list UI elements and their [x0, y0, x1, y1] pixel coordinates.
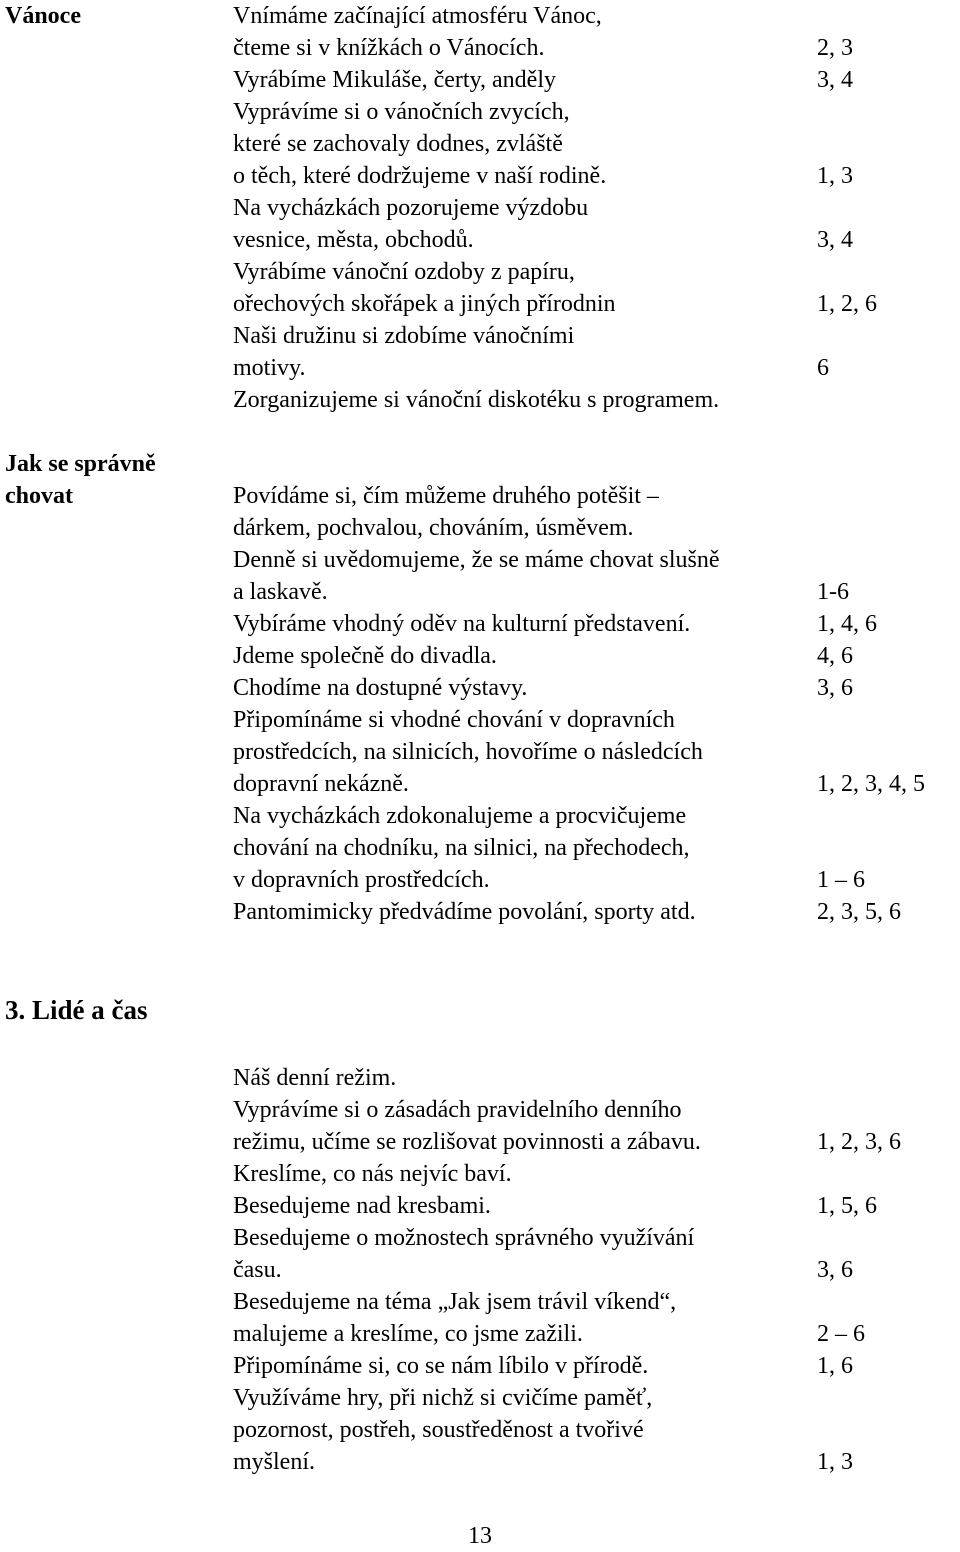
activity-line: [233, 1190, 953, 1222]
competence-ref: 1, 6: [817, 1353, 853, 1379]
competence-ref: 1, 3: [817, 1449, 853, 1475]
activity-text: motivy.: [233, 355, 306, 381]
activity-line: [233, 0, 953, 32]
activity-text: malujeme a kreslíme, co jsme zažili.: [233, 1321, 583, 1347]
activity-text: myšlení.: [233, 1449, 315, 1475]
activity-line: [233, 1446, 953, 1478]
competence-ref: 2 – 6: [817, 1321, 865, 1347]
activity-text: Náš denní režim.: [233, 1065, 397, 1091]
competence-ref: 1, 2, 3, 6: [817, 1129, 901, 1155]
activity-text: pozornost, postřeh, soustředěnost a tvořivé: [233, 1417, 644, 1443]
activity-text: Denně si uvědomujeme, že se máme chovat slušně: [233, 547, 720, 573]
competence-ref: 1, 4, 6: [817, 611, 877, 637]
activity-text: ořechových skořápek a jiných přírodnin: [233, 291, 616, 317]
activity-line: [233, 480, 953, 512]
activity-line: [233, 800, 953, 832]
activity-text: Na vycházkách zdokonalujeme a procvičujeme: [233, 803, 687, 829]
competence-ref: 3, 6: [817, 1257, 853, 1283]
activity-line: [233, 1350, 953, 1382]
activity-text: Besedujeme na téma „Jak jsem trávil víkend“,: [233, 1289, 677, 1315]
activity-line: [233, 1062, 953, 1094]
activity-text: Pantomimicky předvádíme povolání, sporty atd.: [233, 899, 696, 925]
activity-text: Připomínáme si vhodné chování v dopravních: [233, 707, 675, 733]
activity-text: dárkem, pochvalou, chováním, úsměvem.: [233, 515, 634, 541]
activity-line: [233, 192, 953, 224]
activity-line: [233, 896, 953, 928]
activity-line: [233, 160, 953, 192]
activity-line: [233, 224, 953, 256]
activity-line: [233, 1126, 953, 1158]
chapter-heading: 3. Lidé a čas: [5, 995, 148, 1025]
activity-text: Besedujeme o možnostech správného využívání: [233, 1225, 695, 1251]
activity-line: [233, 1094, 953, 1126]
activity-text: Chodíme na dostupné výstavy.: [233, 675, 528, 701]
activity-text: Využíváme hry, při nichž si cvičíme paměť,: [233, 1385, 653, 1411]
activity-line: [233, 672, 953, 704]
activity-line: [233, 512, 953, 544]
activity-text: režimu, učíme se rozlišovat povinnosti a zábavu.: [233, 1129, 701, 1155]
activity-line: [233, 704, 953, 736]
topic-label-behaviour-line-1: Jak se správně: [5, 451, 156, 477]
competence-ref: 3, 4: [817, 67, 853, 93]
activity-text: Vyprávíme si o vánočních zvycích,: [233, 99, 570, 125]
activity-text: Vyrábíme Mikuláše, čerty, anděly: [233, 67, 557, 93]
activity-text: vesnice, města, obchodů.: [233, 227, 474, 253]
activity-text: a laskavě.: [233, 579, 328, 605]
activity-line: [233, 288, 953, 320]
activity-line: [233, 1414, 953, 1446]
activity-line: [233, 1254, 953, 1286]
activity-line: [233, 1382, 953, 1414]
activity-text: Kreslíme, co nás nejvíc baví.: [233, 1161, 512, 1187]
activity-text: čteme si v knížkách o Vánocích.: [233, 35, 545, 61]
competence-ref: 1 – 6: [817, 867, 865, 893]
activity-text: Jdeme společně do divadla.: [233, 643, 497, 669]
activity-line: [233, 640, 953, 672]
activity-line: [233, 32, 953, 64]
competence-ref: 1, 2, 6: [817, 291, 877, 317]
activity-line: [233, 608, 953, 640]
activity-line: [233, 864, 953, 896]
competence-ref: 4, 6: [817, 643, 853, 669]
activity-line: [233, 64, 953, 96]
activity-text: o těch, které dodržujeme v naší rodině.: [233, 163, 607, 189]
activity-text: Vnímáme začínající atmosféru Vánoc,: [233, 3, 602, 29]
activity-text: Vybíráme vhodný oděv na kulturní představení.: [233, 611, 691, 637]
activity-line: [233, 256, 953, 288]
activity-line: [233, 1222, 953, 1254]
activity-text: Na vycházkách pozorujeme výzdobu: [233, 195, 589, 221]
activity-text: v dopravních prostředcích.: [233, 867, 490, 893]
activity-line: [233, 96, 953, 128]
competence-ref: 3, 6: [817, 675, 853, 701]
activity-line: [233, 736, 953, 768]
activity-line: [233, 576, 953, 608]
activity-line: [233, 320, 953, 352]
activity-text: Naši družinu si zdobíme vánočními: [233, 323, 575, 349]
competence-ref: 1-6: [817, 579, 849, 605]
competence-ref: 2, 3, 5, 6: [817, 899, 901, 925]
activity-text: které se zachovaly dodnes, zvláště: [233, 131, 563, 157]
competence-ref: 6: [817, 355, 829, 381]
activity-text: Povídáme si, čím můžeme druhého potěšit –: [233, 483, 659, 509]
activity-line: [233, 1318, 953, 1350]
activity-text: Vyprávíme si o zásadách pravidelního denního: [233, 1097, 682, 1123]
activity-text: času.: [233, 1257, 282, 1283]
activity-line: [233, 1286, 953, 1318]
activity-line: [233, 1158, 953, 1190]
activity-line: [233, 352, 953, 384]
activity-line: [233, 544, 953, 576]
competence-ref: 3, 4: [817, 227, 853, 253]
competence-ref: 2, 3: [817, 35, 853, 61]
activity-text: Připomínáme si, co se nám líbilo v přírodě.: [233, 1353, 649, 1379]
activity-text: Besedujeme nad kresbami.: [233, 1193, 491, 1219]
activity-line: [233, 832, 953, 864]
competence-ref: 1, 3: [817, 163, 853, 189]
activity-text: dopravní nekázně.: [233, 771, 409, 797]
competence-ref: 1, 2, 3, 4, 5: [817, 771, 925, 797]
activity-text: Zorganizujeme si vánoční diskotéku s programem.: [233, 387, 720, 413]
activity-line: [233, 768, 953, 800]
topic-label-behaviour-line-2: chovat: [5, 483, 73, 509]
activity-text: prostředcích, na silnicích, hovoříme o následcích: [233, 739, 703, 765]
activity-text: chování na chodníku, na silnici, na přechodech,: [233, 835, 690, 861]
page-number: 13: [468, 1523, 492, 1549]
activity-text: Vyrábíme vánoční ozdoby z papíru,: [233, 259, 575, 285]
topic-label-vanoce: Vánoce: [5, 3, 81, 29]
activity-line: [233, 384, 953, 416]
competence-ref: 1, 5, 6: [817, 1193, 877, 1219]
activity-line: [233, 128, 953, 160]
